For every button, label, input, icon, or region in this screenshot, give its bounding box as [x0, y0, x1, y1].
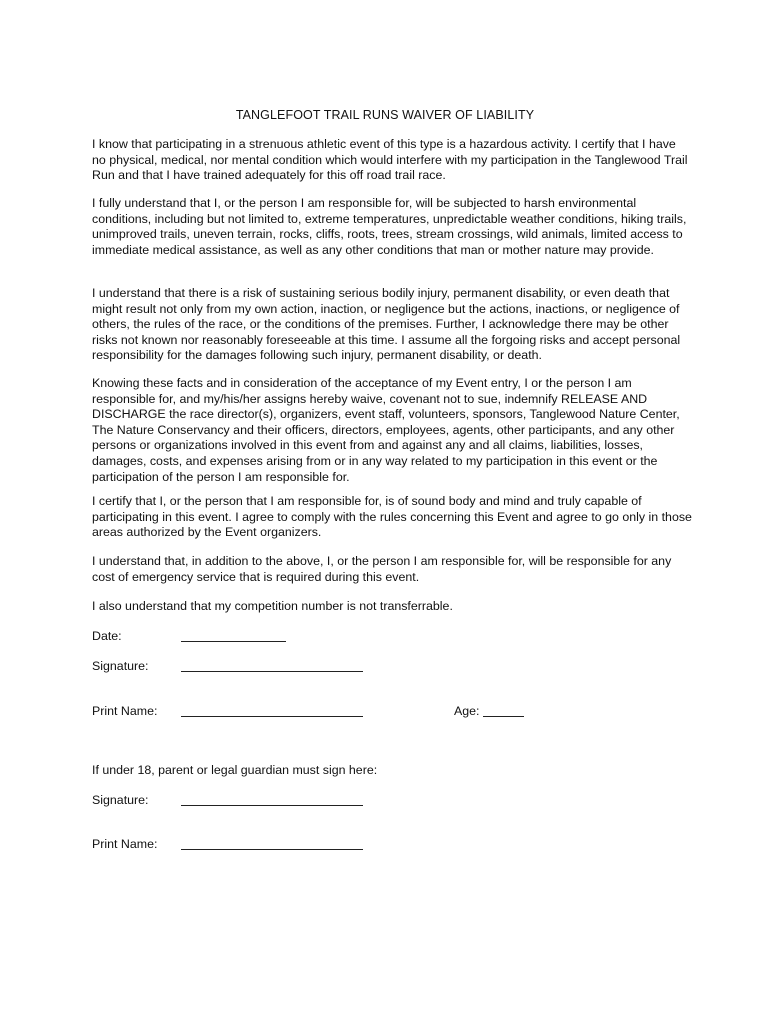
paragraph-health-certification: I know that participating in a strenuous athletic event of this type is a hazardous activity. I certify that I have no physical, medical, nor mental condition which would interfere with my participation in the Tanglewood Trail Run and that I have trained adequately for this off road trail race.: [92, 137, 688, 183]
guardian-print-name-label: Print Name:: [92, 837, 158, 851]
print-name-row: [92, 703, 692, 719]
guardian-signature-label: Signature:: [92, 793, 149, 807]
paragraph-number-not-transferrable: I also understand that my competition number is not transferrable.: [92, 599, 453, 613]
paragraph-risk-acknowledgement: I understand that there is a risk of sustaining serious bodily injury, permanent disability, or even death that might result not only from my own action, inaction, or negligence but the actions, inactions, or negligence of others, the rules of the race, or the conditions of the premises. Further, I acknowledge there may be other risks not known nor reasonably foreseeable at this time. I assume all the forgoing risks and accept personal responsibility for the damages following such injury, permanent disability, or death.: [92, 286, 681, 363]
paragraph-release-and-discharge: Knowing these facts and in consideration of the acceptance of my Event entry, I or the person I am responsible for, and my/his/her assigns hereby waive, covenant not to sue, indemnify RELEASE AND DISCHARGE the race director(s), organizers, event staff, volunteers, sponsors, Tanglewood Nature Center, The Nature Conservancy and their officers, directors, employees, agents, other participants, and any other persons or organizations involved in this event from and against any and all claims, liabilities, losses, damages, costs, and expenses arising from or in any way related to my participation in this event or the participation of the person I am responsible for.: [92, 376, 680, 484]
paragraph-sound-body: I certify that I, or the person that I am responsible for, is of sound body and mind and truly capable of participating in this event. I agree to comply with the rules concerning this Event and agree to go only in those areas authorized by the Event organizers.: [92, 494, 692, 540]
signature-label: Signature:: [92, 659, 149, 673]
paragraph-emergency-cost: I understand that, in addition to the above, I, or the person I am responsible for, will be responsible for any cost of emergency service that is required during this event.: [92, 554, 672, 584]
date-label: Date:: [92, 629, 122, 643]
print-name-field[interactable]: [181, 716, 363, 717]
guardian-instruction: If under 18, parent or legal guardian must sign here:: [92, 763, 378, 777]
date-row: [92, 628, 692, 644]
signature-row: [92, 658, 692, 674]
signature-field[interactable]: [181, 671, 363, 672]
date-field[interactable]: [181, 641, 286, 642]
guardian-signature-field[interactable]: [181, 805, 363, 806]
guardian-print-name-field[interactable]: [181, 849, 363, 850]
guardian-instruction-row: [92, 762, 692, 778]
guardian-print-name-row: [92, 836, 692, 852]
print-name-label: Print Name:: [92, 704, 158, 718]
age-label: Age:: [454, 704, 480, 718]
document-title: TANGLEFOOT TRAIL RUNS WAIVER OF LIABILITY: [235, 108, 535, 122]
age-field[interactable]: [483, 716, 524, 717]
guardian-signature-row: [92, 792, 692, 808]
paragraph-environmental-conditions: I fully understand that I, or the person I am responsible for, will be subjected to harsh environmental conditions, including but not limited to, extreme temperatures, unpredictable weather conditions, hiking trails, unimproved trails, uneven terrain, rocks, cliffs, roots, trees, stream crossings, wild animals, limited access to immediate medical assistance, as well as any other conditions that man or mother nature may provide.: [92, 196, 687, 257]
